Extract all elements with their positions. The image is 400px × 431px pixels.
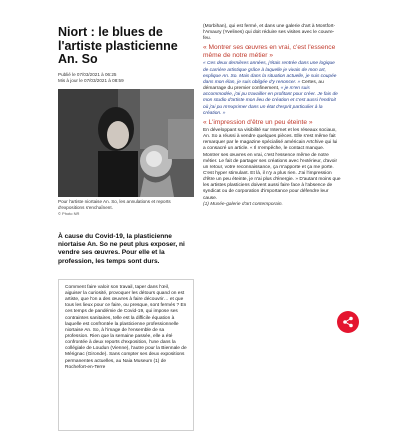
artist-portrait-image bbox=[58, 89, 194, 197]
article-right-column bbox=[203, 24, 341, 208]
subheading-eteinte: « L'impression d'être un peu éteinte » bbox=[203, 118, 313, 126]
subheading-essence: « Montrer ses œuvres en vrai, c'est l'essence même de notre métier » bbox=[203, 44, 336, 60]
body-visibility: En développant sa visibilité sur Internet et les réseaux sociaux, An. So a réussi à vendre quelques pièces. Elle s'est même fait remarquer par le magazine spécialisé américain Artchive qui lui a consacré un article. « Il n'empêche, le contact manque. Montrer ses œuvres en vrai, c'est l'essence même de notre métier. Le fait de partager ses créations avec l'extérieur, d'avoir un retour, votre reconnaissance, ça m'apporte et ça me porte. C'est hyper stimulant. Et là, il n'y a plus rien. J'ai l'impression d'être un peu éteinte, je n'ai plus d'énergie. » D'autant moins que les artistes plasticiens doivent aussi faire face à l'absence de syndicat ou de corporation d'importance pour défendre leur cause. bbox=[203, 127, 341, 201]
article-body-text: Comment faire valoir son travail, taper dans l'œil, aiguiser la curiosité, provoquer les détours quand on est artiste, que l'on a des œuvres à faire découvrir… et que tous les lieux pour ce faire, ou presque, sont fermés ? En ces temps de pandémie de Covid-19, qui impose ses contraintes sanitaires, telle est la difficile équation à laquelle est confrontée la plasticienne professionnelle niortaise An. So, à l'image de l'ensemble de sa profession. Rien que la semaine passée, elle a été confrontée à deux reports d'exposition, l'une dans la collégiale de Loudun (Vienne), l'autre pour la Biennale de Mérignac (Gironde). Sans compter ses deux expositions permanentes actuelles, au Naia Museum (1) de Rochefort-en-Terre bbox=[65, 284, 187, 370]
quote-career-plain: Certes, au démarrage du premier confinement, bbox=[203, 79, 324, 92]
photo-credit: © Photo NR bbox=[58, 210, 80, 216]
publish-date: Publié le 07/03/2021 à 06:25 bbox=[58, 71, 117, 77]
update-date: Mis à jour le 07/03/2021 à 08:59 bbox=[58, 77, 124, 83]
share-icon bbox=[342, 316, 354, 328]
footnote: (1) Musée-galerie d'art contemporain. bbox=[203, 201, 283, 207]
article-photo[interactable] bbox=[58, 89, 194, 197]
article-lead: À cause du Covid-19, la plasticienne niortaise An. So ne peut plus exposer, ni vendre ses œuvres. Pour elle et la profession, les temps sont durs. bbox=[58, 232, 185, 265]
quote-career-second: « je m'en suis accommodée, j'ai pu travailler en profitant pour créer. Je fais de mon studio d'artiste mon lieu de création et c'est aussi l'endroit où j'ai pu m'exprimer dans un état d'esprit particulier à la création. » bbox=[203, 86, 338, 116]
article-title: Niort : le blues de l'artiste plasticienne An. So bbox=[58, 25, 178, 66]
photo-caption: Pour l'artiste niortaise An. So, les annulations et reports d'expositions s'enchaînent. bbox=[58, 198, 171, 210]
article-body-box bbox=[58, 279, 194, 431]
share-button[interactable] bbox=[337, 311, 359, 333]
body-continuation: (Morbihan), qui est fermé, et dans une galerie d'art à Montfort-l'Amaury (Yvelines) qui doit réduire ses visites avec le couvre-feu. bbox=[203, 24, 336, 42]
article-main-column bbox=[58, 24, 194, 431]
quote-career-text: « Ces deux dernières années, j'étais rentrée dans une logique de carrière artistique grâce à laquelle je vivais de mon art, explique An. So. Mais dans la situation actuelle, je suis coupée dans mon élan, je suis obligée d'y renoncer. » bbox=[203, 61, 337, 85]
quote-career bbox=[203, 61, 341, 116]
